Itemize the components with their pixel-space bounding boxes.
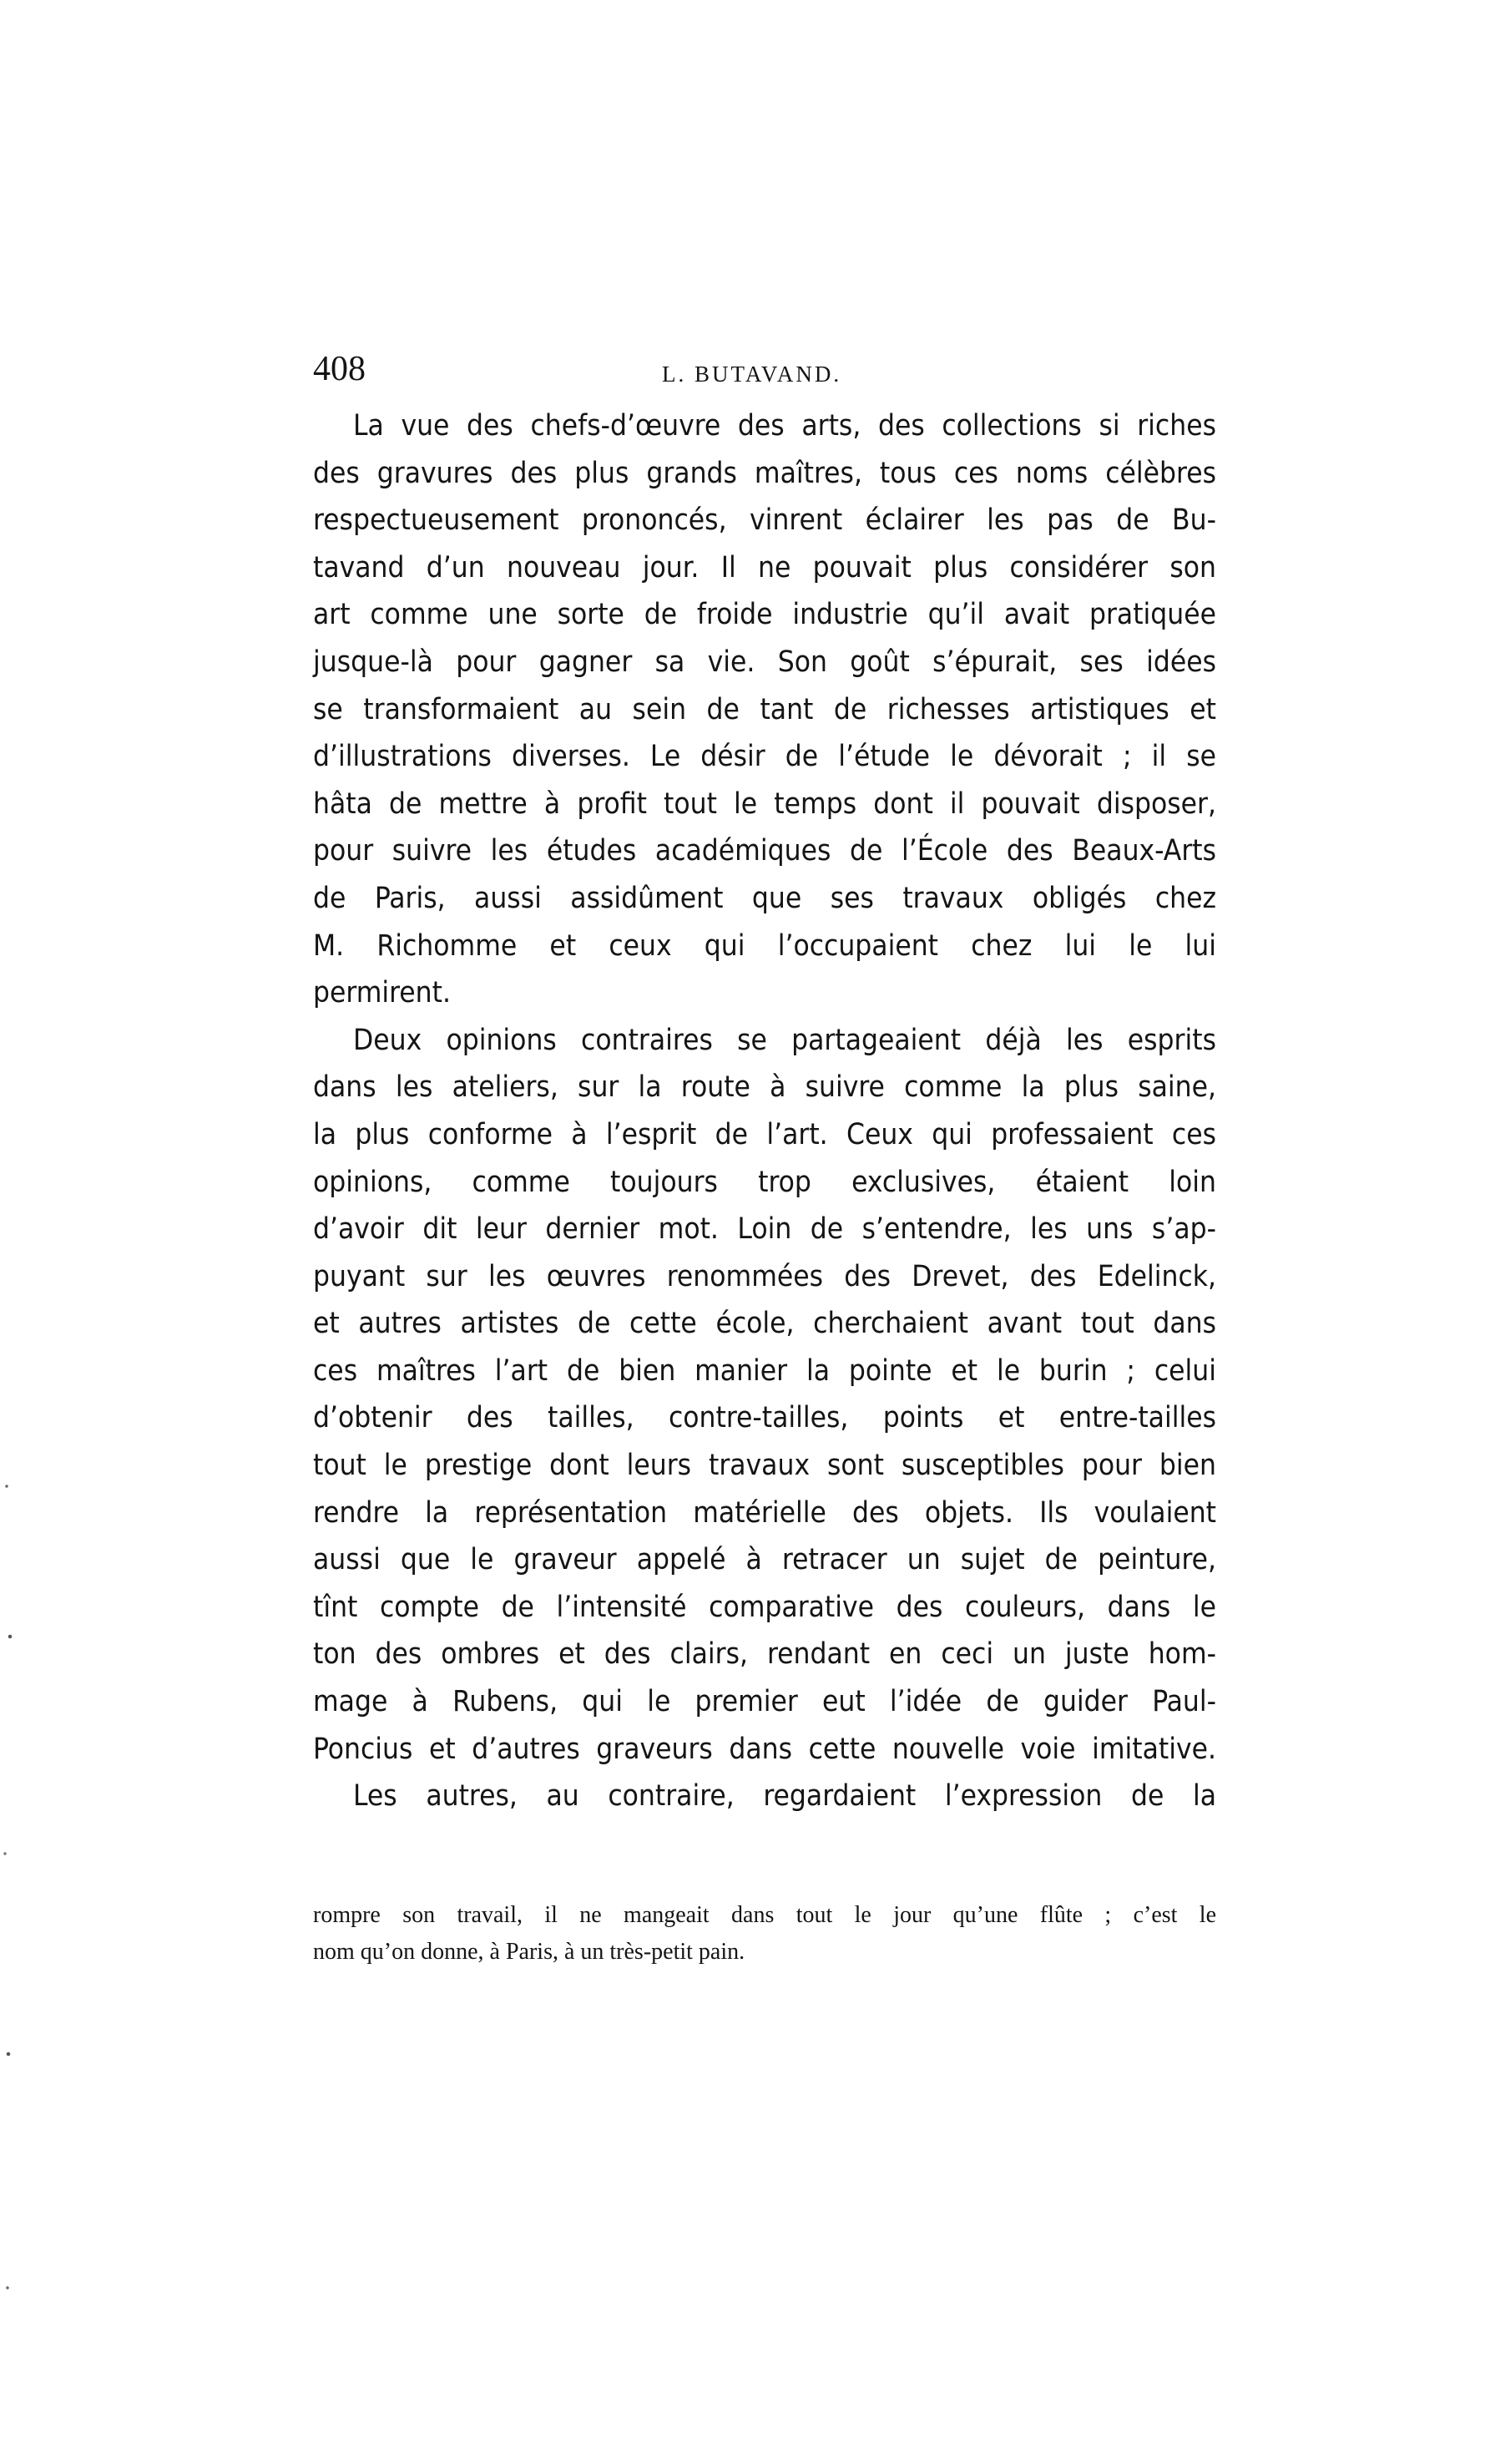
text-line: jusque-là pour gagner sa vie. Son goût s’épurait, ses idées	[313, 645, 1216, 679]
page-number: 408	[313, 350, 366, 388]
text-line: art comme une sorte de froide industrie qu’il avait pratiquée	[313, 598, 1216, 632]
text-line: pour suivre les études académiques de l’École des Beaux-Arts	[313, 834, 1216, 868]
text-line: Poncius et d’autres graveurs dans cette nouvelle voie imitative.	[313, 1732, 1216, 1766]
running-head: L. BUTAVAND.	[662, 362, 842, 387]
text-line: respectueusement prononcés, vinrent éclairer les pas de Bu-	[313, 503, 1216, 538]
body-text	[313, 402, 1216, 1820]
footnote	[313, 1897, 1216, 1971]
text-line: des gravures des plus grands maîtres, tous ces noms célèbres	[313, 456, 1216, 490]
text-line: d’illustrations diverses. Le désir de l’étude le dévorait ; il se	[313, 740, 1216, 774]
text-line: permirent.	[313, 976, 451, 1010]
text-line: rendre la représentation matérielle des objets. Ils voulaient	[313, 1495, 1216, 1530]
text-line: d’obtenir des tailles, contre-tailles, points et entre-tailles	[313, 1401, 1216, 1435]
text-line: dans les ateliers, sur la route à suivre comme la plus saine,	[313, 1070, 1216, 1105]
text-line: Deux opinions contraires se partageaient déjà les esprits	[353, 1023, 1216, 1057]
text-line: tînt compte de l’intensité comparative des couleurs, dans le	[313, 1590, 1216, 1624]
text-line: la plus conforme à l’esprit de l’art. Ceux qui professaient ces	[313, 1117, 1216, 1151]
scan-edge-noise	[0, 1419, 18, 2421]
text-line: hâta de mettre à profit tout le temps dont il pouvait disposer,	[313, 787, 1216, 821]
text-line: tout le prestige dont leurs travaux sont susceptibles pour bien	[313, 1449, 1216, 1483]
text-line: de Paris, aussi assidûment que ses travaux obligés chez	[313, 881, 1216, 915]
text-line: M. Richomme et ceux qui l’occupaient chez lui le lui	[313, 928, 1216, 963]
page-header	[313, 344, 1231, 394]
text-line: La vue des chefs-d’œuvre des arts, des collections si riches	[353, 409, 1216, 443]
footnote-line: nom qu’on donne, à Paris, à un très-petit pain.	[313, 1939, 745, 1965]
text-line: puyant sur les œuvres renommées des Drevet, des Edelinck,	[313, 1259, 1216, 1293]
footnote-line: rompre son travail, il ne mangeait dans tout le jour qu’une flûte ; c’est le	[313, 1902, 1216, 1928]
text-line: ces maîtres l’art de bien manier la pointe et le burin ; celui	[313, 1353, 1216, 1388]
text-line: ton des ombres et des clairs, rendant en ceci un juste hom-	[313, 1637, 1216, 1672]
text-line: se transformaient au sein de tant de richesses artistiques et	[313, 692, 1216, 726]
text-line: aussi que le graveur appelé à retracer un sujet de peinture,	[313, 1543, 1216, 1577]
text-line: d’avoir dit leur dernier mot. Loin de s’entendre, les uns s’ap-	[313, 1212, 1216, 1247]
text-line: tavand d’un nouveau jour. Il ne pouvait plus considérer son	[313, 550, 1216, 584]
text-line: et autres artistes de cette école, cherchaient avant tout dans	[313, 1307, 1216, 1341]
text-line: opinions, comme toujours trop exclusives, étaient loin	[313, 1165, 1216, 1199]
text-line: mage à Rubens, qui le premier eut l’idée de guider Paul-	[313, 1685, 1216, 1719]
text-line: Les autres, au contraire, regardaient l’expression de la	[353, 1779, 1216, 1814]
